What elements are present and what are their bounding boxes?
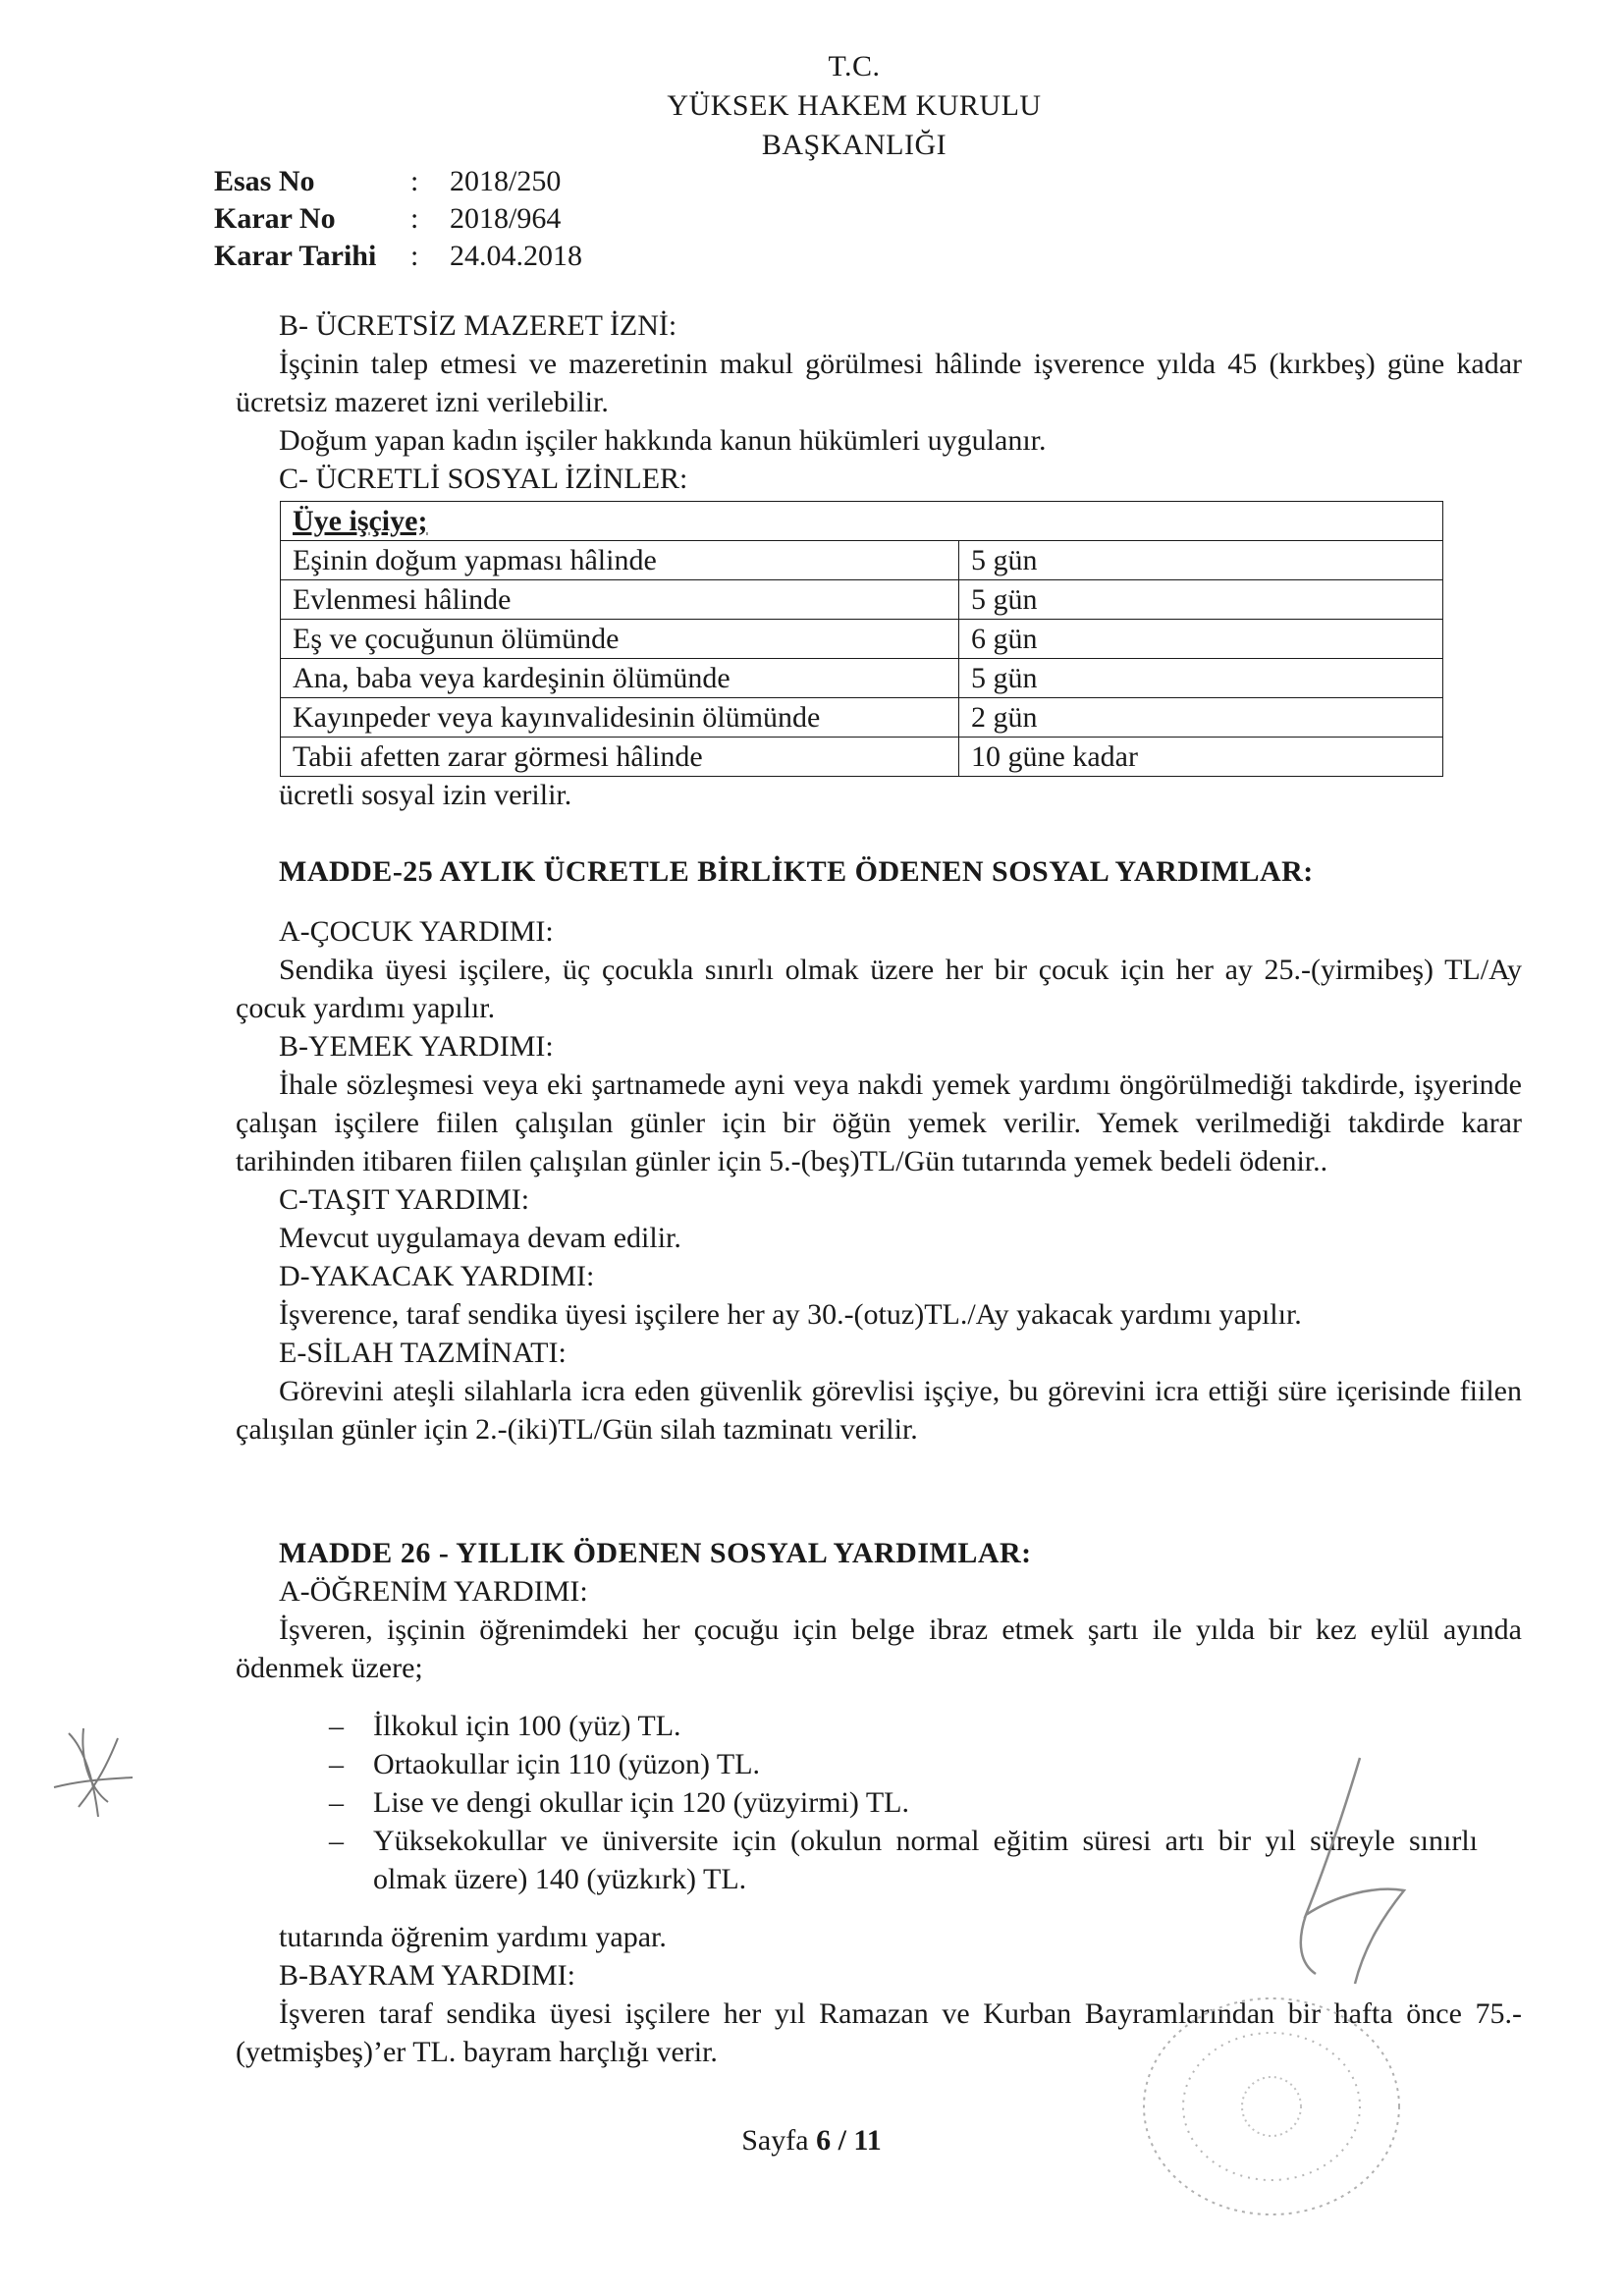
table-row bbox=[281, 620, 1443, 659]
table-row bbox=[281, 541, 1443, 580]
header-institution: YÜKSEK HAKEM KURULU bbox=[667, 89, 1042, 122]
section-b-paragraph-2: Doğum yapan kadın işçiler hakkında kanun hükümleri uygulanır. bbox=[279, 424, 1047, 457]
table-cell-label: Eşinin doğum yapması hâlinde bbox=[281, 541, 959, 580]
tasit-yardimi-title: C-TAŞIT YARDIMI: bbox=[279, 1183, 530, 1216]
ogrenim-yardimi-paragraph: İşveren, işçinin öğrenimdeki her çocuğu için belge ibraz etmek şartı ile yılda bir kez eylül ayında ödenmek üzere; bbox=[236, 1613, 1522, 1684]
cocuk-yardimi-title: A-ÇOCUK YARDIMI: bbox=[279, 915, 554, 948]
social-leave-table bbox=[280, 501, 1443, 777]
table-row bbox=[281, 659, 1443, 698]
header-tc: T.C. bbox=[828, 50, 881, 82]
page-label: Sayfa bbox=[741, 2124, 809, 2157]
madde-26-title: MADDE 26 - YILLIK ÖDENEN SOSYAL YARDIMLAR: bbox=[279, 1537, 1032, 1569]
meta-tarih bbox=[214, 237, 582, 275]
table-cell-label: Eş ve çocuğunun ölümünde bbox=[281, 620, 959, 659]
table-cell-label: Kayınpeder veya kayınvalidesinin ölümünde bbox=[281, 698, 959, 738]
table-row bbox=[281, 698, 1443, 738]
esas-label: Esas No bbox=[214, 165, 315, 197]
section-b-paragraph-1: İşçinin talep etmesi ve mazeretinin makul görülmesi hâlinde işverence yılda 45 (kırkbeş) güne kadar ücretsiz mazeret izni verilebilir. bbox=[236, 348, 1522, 418]
colon: : bbox=[410, 240, 419, 272]
yakacak-yardimi-paragraph: İşverence, taraf sendika üyesi işçilere her ay 30.-(otuz)TL./Ay yakacak yardımı yapılır. bbox=[279, 1298, 1302, 1331]
list-item: – Ortaokullar için 110 (yüzon) TL. bbox=[329, 1745, 1478, 1783]
header-presidency: BAŞKANLIĞI bbox=[761, 129, 947, 161]
meta-esas bbox=[214, 162, 561, 200]
table-row bbox=[281, 738, 1443, 777]
meta-karar bbox=[214, 199, 561, 238]
karar-value: 2018/964 bbox=[450, 202, 562, 235]
tarih-label: Karar Tarihi bbox=[214, 240, 377, 272]
table-header: Üye işçiye; bbox=[281, 502, 1443, 541]
madde-25 bbox=[236, 852, 1522, 1449]
karar-label: Karar No bbox=[214, 202, 336, 235]
official-seal-stamp bbox=[1129, 1984, 1414, 2229]
table-header-row bbox=[281, 502, 1443, 541]
colon: : bbox=[410, 202, 419, 235]
cocuk-yardimi-paragraph: Sendika üyesi işçilere, üç çocukla sınırlı olmak üzere her bir çocuk için her ay 25.-(yirmibeş) TL/Ay çocuk yardımı yapılır. bbox=[236, 954, 1522, 1024]
table-cell-label: Ana, baba veya kardeşinin ölümünde bbox=[281, 659, 959, 698]
bayram-yardimi-title: B-BAYRAM YARDIMI: bbox=[279, 1959, 575, 1992]
yemek-yardimi-title: B-YEMEK YARDIMI: bbox=[279, 1030, 554, 1063]
list-item: – Lise ve dengi okullar için 120 (yüzyirmi) TL. bbox=[329, 1783, 1478, 1822]
page-number: 6 / 11 bbox=[816, 2124, 882, 2157]
table-cell-value: 5 gün bbox=[959, 580, 1443, 620]
table-cell-value: 6 gün bbox=[959, 620, 1443, 659]
yemek-yardimi-paragraph: İhale sözleşmesi veya eki şartnamede ayni veya nakdi yemek yardımı öngörülmediği takdirde, işyerinde çalışan işçilere fiilen çalışılan günler için bir öğün yemek verilir. Yemek verilmediği takdirde karar tarihinden itibaren fiilen çalışılan günler için 5.-(beş)TL/Gün tutarında yemek bedeli ödenir.. bbox=[236, 1068, 1522, 1177]
tarih-value: 24.04.2018 bbox=[450, 240, 582, 272]
bayram-yardimi-paragraph: İşveren taraf sendika üyesi işçilere her yıl Ramazan ve Kurban Bayramlarından bir hafta önce 75.-(yetmişbeş)’er TL. bayram harçlığı verir. bbox=[236, 1997, 1522, 2068]
table-row bbox=[281, 580, 1443, 620]
handwritten-signature bbox=[1267, 1748, 1424, 2003]
section-c-title: C- ÜCRETLİ SOSYAL İZİNLER: bbox=[279, 463, 688, 495]
list-item: – Yüksekokullar ve üniversite için (okulun normal eğitim süresi artı bir yıl süreyle sınırlı olmak üzere) 140 (yüzkırk) TL. bbox=[329, 1822, 1478, 1898]
ogrenim-after: tutarında öğrenim yardımı yapar. bbox=[279, 1921, 667, 1953]
list-item: – İlkokul için 100 (yüz) TL. bbox=[329, 1707, 1478, 1745]
silah-tazminati-paragraph: Görevini ateşli silahlarla icra eden güvenlik görevlisi işçiye, bu görevini icra ettiği süre içerisinde fiilen çalışılan günler için 2.-(iki)TL/Gün silah tazminatı verilir. bbox=[236, 1375, 1522, 1446]
table-cell-value: 10 güne kadar bbox=[959, 738, 1443, 777]
table-cell-label: Evlenmesi hâlinde bbox=[281, 580, 959, 620]
section-b-title: B- ÜCRETSİZ MAZERET İZNİ: bbox=[279, 309, 677, 342]
esas-value: 2018/250 bbox=[450, 165, 562, 197]
table-cell-label: Tabii afetten zarar görmesi hâlinde bbox=[281, 738, 959, 777]
section-b bbox=[236, 306, 1522, 498]
table-cell-value: 5 gün bbox=[959, 541, 1443, 580]
colon: : bbox=[410, 165, 419, 197]
madde-25-title: MADDE-25 AYLIK ÜCRETLE BİRLİKTE ÖDENEN SOSYAL YARDIMLAR: bbox=[279, 855, 1314, 888]
table-cell-value: 5 gün bbox=[959, 659, 1443, 698]
silah-tazminati-title: E-SİLAH TAZMİNATI: bbox=[279, 1337, 567, 1369]
tasit-yardimi-paragraph: Mevcut uygulamaya devam edilir. bbox=[279, 1222, 681, 1254]
section-c-after: ücretli sosyal izin verilir. bbox=[279, 779, 572, 811]
table-cell-value: 2 gün bbox=[959, 698, 1443, 738]
handwritten-initial-mark bbox=[39, 1709, 147, 1836]
ogrenim-yardimi-title: A-ÖĞRENİM YARDIMI: bbox=[279, 1575, 588, 1608]
yakacak-yardimi-title: D-YAKACAK YARDIMI: bbox=[279, 1260, 595, 1292]
page-footer bbox=[0, 2121, 1623, 2159]
